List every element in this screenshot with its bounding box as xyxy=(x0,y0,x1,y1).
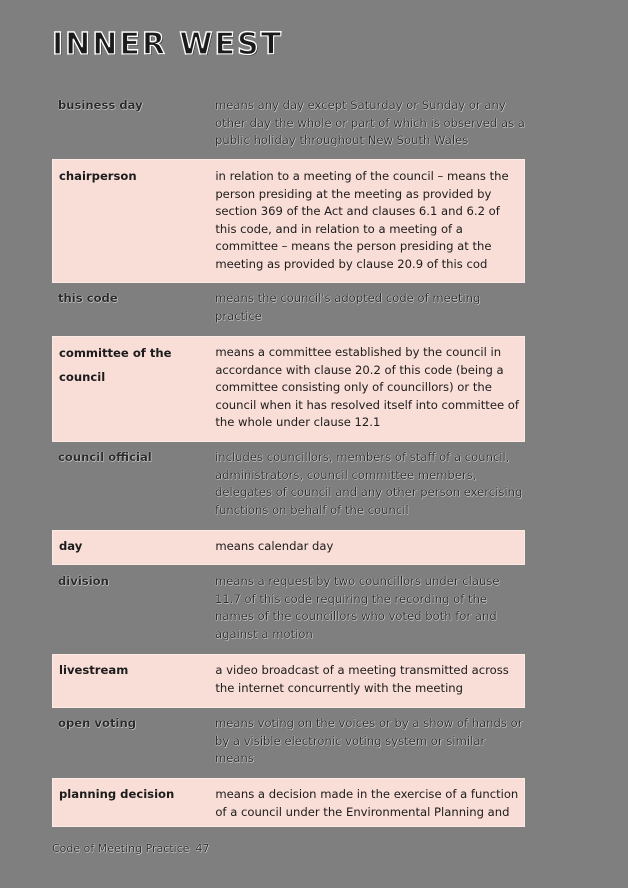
definition-text: means a request by two councillors under clause 11.7 of this code requiring the recording of the names of the councillors who voted both for and against a motion xyxy=(215,574,500,641)
definition-row xyxy=(52,336,525,442)
definition-term: this code xyxy=(58,291,118,305)
definition-text: means a decision made in the exercise of a function of a council under the Environmental Planning and xyxy=(215,787,519,819)
page-footer xyxy=(52,842,210,855)
definition-term: committee of the council xyxy=(59,346,172,384)
definition-row xyxy=(52,283,525,336)
definition-row xyxy=(52,654,525,708)
definition-row xyxy=(52,530,525,565)
definition-row xyxy=(52,778,525,827)
definition-text: a video broadcast of a meeting transmitted across the internet concurrently with the meeting xyxy=(215,663,509,695)
definitions-table xyxy=(52,90,525,827)
footer-page-number: 47 xyxy=(195,842,210,855)
definition-row xyxy=(52,565,525,654)
inner-west-logo xyxy=(52,28,283,62)
definition-text: means any day except Saturday or Sunday or any other day the whole or part of which is observed as a public holiday throughout New South Wales xyxy=(215,98,525,148)
definition-term: planning decision xyxy=(59,787,175,801)
definition-term: business day xyxy=(58,98,143,112)
definition-text: means calendar day xyxy=(215,539,334,553)
definition-text: means a committee established by the council in accordance with clause 20.2 of this code (being a committee consisting only of councillors) or the council when it has resolved itself into committee of the whole under clause 12.1 xyxy=(215,345,519,430)
definition-term: division xyxy=(58,574,109,588)
logo-text: INNER WEST xyxy=(52,27,284,62)
definition-text: in relation to a meeting of the council – means the person presiding at the meeting as provided by section 369 of the Act and clauses 6.1 and 6.2 of this code, and in relation to a meeting of a committee – means the person presiding at the meeting as provided by clause 20.9 of this cod xyxy=(215,169,509,271)
definition-term: chairperson xyxy=(59,169,137,183)
definition-row xyxy=(52,159,525,283)
definition-row xyxy=(52,442,525,530)
definition-term: day xyxy=(59,539,83,553)
definition-row xyxy=(52,708,525,778)
definition-term: council official xyxy=(58,450,152,464)
definition-text: includes councillors, members of staff of a council, administrators, council committee members, delegates of council and any other person exercising functions on behalf of the council xyxy=(215,450,523,517)
definition-term: livestream xyxy=(59,663,129,677)
definition-row xyxy=(52,90,525,159)
definition-text: means the council's adopted code of meeting practice xyxy=(215,291,481,323)
definition-term: open voting xyxy=(58,716,137,730)
footer-document-title: Code of Meeting Practice xyxy=(52,842,190,855)
definition-text: means voting on the voices or by a show of hands or by a visible electronic voting system or similar means xyxy=(215,716,523,766)
